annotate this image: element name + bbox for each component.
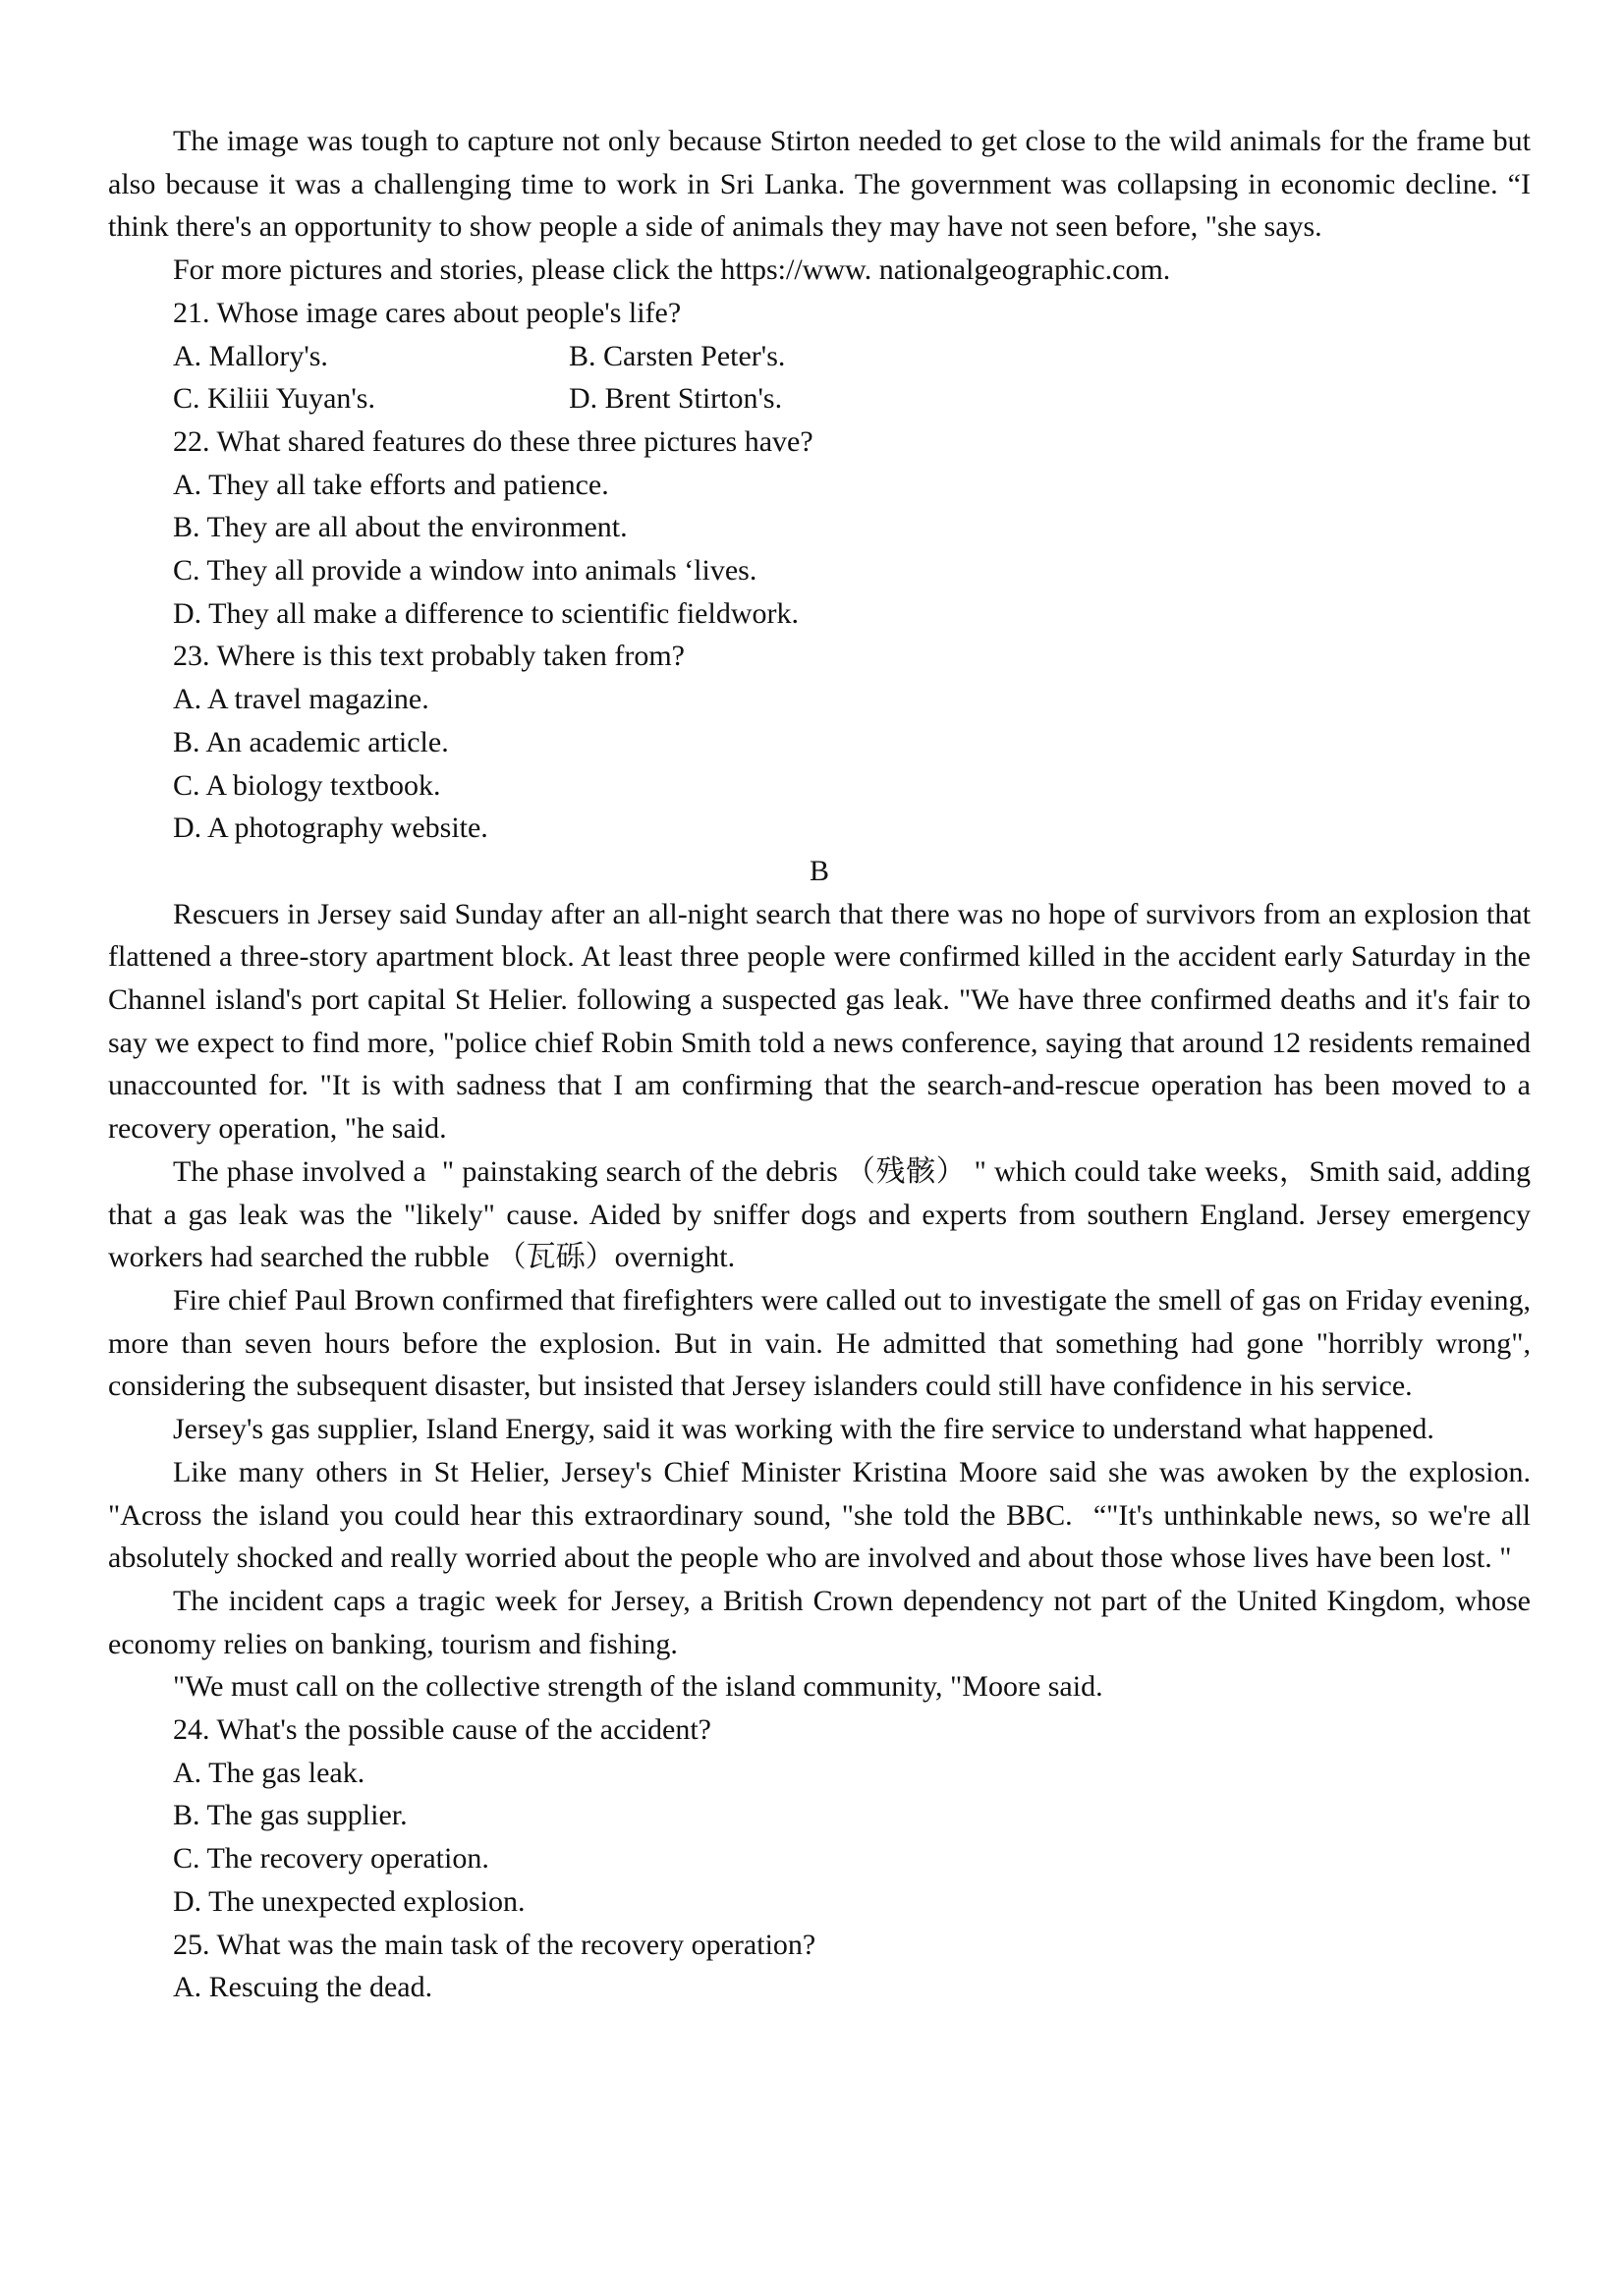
option-a: A. A travel magazine. — [173, 683, 429, 716]
option-b: B. Carsten Peter's. — [569, 339, 786, 372]
question-stem: 25. What was the main task of the recovery operation? — [173, 1928, 816, 1961]
option-c: C. A biology textbook. — [173, 768, 441, 802]
passage-paragraph: Like many others in St Helier, Jersey's Chief Minister Kristina Moore said she was awoken by the explosion. "Across the island you could hear this extraordinary sound, "she told the BBC. “"It's unthinkable news, so we're all absolutely shocked and really worried about the people who are involved and about those whose lives have been lost. " — [108, 1455, 1531, 1575]
section-heading: B — [809, 854, 829, 887]
question-24 — [108, 1708, 1531, 1924]
exam-page — [108, 120, 1531, 2009]
passage-paragraph: Rescuers in Jersey said Sunday after an all-night search that there was no hope of survivors from an explosion that flattened a three-story apartment block. At least three people were confirmed killed in the accident early Saturday in the Channel island's port capital St Helier. following a suspected gas leak. "We have three confirmed deaths and it's fair to say we expect to find more, "police chief Robin Smith told a news conference, saying that around 12 residents remained unaccounted for. "It is with sadness that I am confirming that the search-and-rescue operation has been moved to a recovery operation, "he said. — [108, 897, 1531, 1146]
option-d: D. They all make a difference to scientific fieldwork. — [173, 596, 799, 630]
question-23 — [108, 635, 1531, 850]
question-21 — [108, 292, 1531, 420]
option-b: B. The gas supplier. — [173, 1799, 408, 1832]
passage-paragraph: The phase involved a " painstaking search of the debris （残骸） " which could take weeks，Smith said, adding that a gas leak was the "likely" cause. Aided by sniffer dogs and experts from southern England. Jersey emergency workers had searched the rubble （瓦砾）overnight. — [108, 1154, 1531, 1274]
question-stem: 22. What shared features do these three pictures have? — [173, 424, 813, 458]
passage-paragraph: For more pictures and stories, please click the https://www. nationalgeographic.com. — [173, 253, 1171, 287]
option-a: A. Mallory's. — [173, 339, 328, 372]
question-25 — [108, 1924, 1531, 2009]
option-d: D. Brent Stirton's. — [569, 382, 783, 416]
option-c: C. The recovery operation. — [173, 1842, 489, 1876]
question-stem: 23. Where is this text probably taken from? — [173, 640, 685, 673]
option-a: A. Rescuing the dead. — [173, 1971, 433, 2004]
passage-paragraph: "We must call on the collective strength of the island community, "Moore said. — [173, 1670, 1103, 1704]
question-stem: 24. What's the possible cause of the accident? — [173, 1713, 711, 1747]
option-a: A. They all take efforts and patience. — [173, 468, 609, 501]
option-b: B. They are all about the environment. — [173, 511, 628, 544]
option-row — [108, 377, 1531, 420]
option-row — [108, 335, 1531, 378]
passage-paragraph: Jersey's gas supplier, Island Energy, said it was working with the fire service to understand what happened. — [173, 1413, 1434, 1446]
question-stem: 21. Whose image cares about people's life? — [173, 296, 682, 329]
option-d: D. A photography website. — [173, 812, 488, 845]
passage-paragraph: The image was tough to capture not only because Stirton needed to get close to the wild animals for the frame but also because it was a challenging time to work in Sri Lanka. The government was collapsing in economic decline. “I think there's an opportunity to show people a side of animals they may have not seen before, "she says. — [108, 125, 1531, 244]
option-d: D. The unexpected explosion. — [173, 1884, 526, 1918]
option-c: C. Kiliii Yuyan's. — [173, 382, 375, 416]
option-a: A. The gas leak. — [173, 1756, 365, 1789]
option-b: B. An academic article. — [173, 725, 449, 758]
passage-paragraph: Fire chief Paul Brown confirmed that firefighters were called out to investigate the smell of gas on Friday evening, more than seven hours before the explosion. But in vain. He admitted that something had gone "horribly wrong", considering the subsequent disaster, but insisted that Jersey islanders could still have confidence in his service. — [108, 1283, 1531, 1403]
option-c: C. They all provide a window into animals ‘lives. — [173, 554, 757, 588]
question-22 — [108, 420, 1531, 636]
passage-paragraph: The incident caps a tragic week for Jersey, a British Crown dependency not part of the United Kingdom, whose economy relies on banking, tourism and fishing. — [108, 1584, 1531, 1660]
